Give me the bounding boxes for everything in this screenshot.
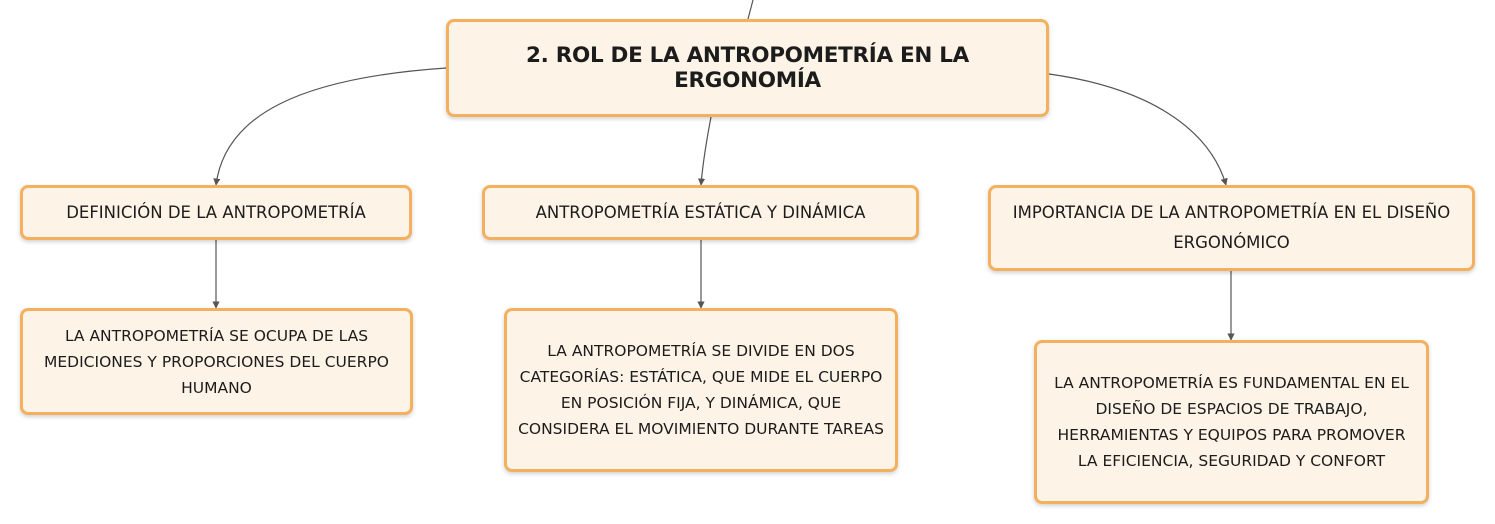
branch-label: ANTROPOMETRÍA ESTÁTICA Y DINÁMICA bbox=[535, 202, 866, 222]
connector-root-to-branch-3 bbox=[1049, 74, 1226, 185]
branch-node-definicion[interactable] bbox=[20, 185, 412, 240]
connector-root-to-branch-2 bbox=[701, 117, 711, 185]
root-topic-label: 2. ROL DE LA ANTROPOMETRÍA EN LA ERGONOMÍA bbox=[526, 43, 969, 93]
branch-label: IMPORTANCIA DE LA ANTROPOMETRÍA EN EL DISEÑO ERGONÓMICO bbox=[1012, 203, 1451, 252]
leaf-text: LA ANTROPOMETRÍA ES FUNDAMENTAL EN EL DISEÑO DE ESPACIOS DE TRABAJO, HERRAMIENTAS Y EQUIPOS PARA PROMOVER LA EFICIENCIA, SEGURIDAD Y CONFORT bbox=[1054, 374, 1409, 470]
connector-root-to-branch-1 bbox=[216, 68, 446, 185]
branch-node-importancia[interactable] bbox=[988, 185, 1475, 271]
branch-label: DEFINICIÓN DE LA ANTROPOMETRÍA bbox=[66, 202, 366, 222]
leaf-node-importancia-detail[interactable] bbox=[1034, 340, 1429, 504]
leaf-text: LA ANTROPOMETRÍA SE OCUPA DE LAS MEDICIONES Y PROPORCIONES DEL CUERPO HUMANO bbox=[44, 326, 389, 397]
leaf-text: LA ANTROPOMETRÍA SE DIVIDE EN DOS CATEGORÍAS: ESTÁTICA, QUE MIDE EL CUERPO EN POSICIÓN FIJA, Y DINÁMICA, QUE CONSIDERA EL MOVIMIENTO DURANTE TAREAS bbox=[518, 342, 884, 438]
branch-node-estatica-dinamica[interactable] bbox=[482, 185, 919, 240]
connector-parent-to-root bbox=[748, 0, 753, 19]
leaf-node-estatica-dinamica-detail[interactable] bbox=[504, 308, 898, 472]
root-topic-node[interactable] bbox=[446, 19, 1049, 117]
leaf-node-definicion-detail[interactable] bbox=[20, 308, 413, 415]
